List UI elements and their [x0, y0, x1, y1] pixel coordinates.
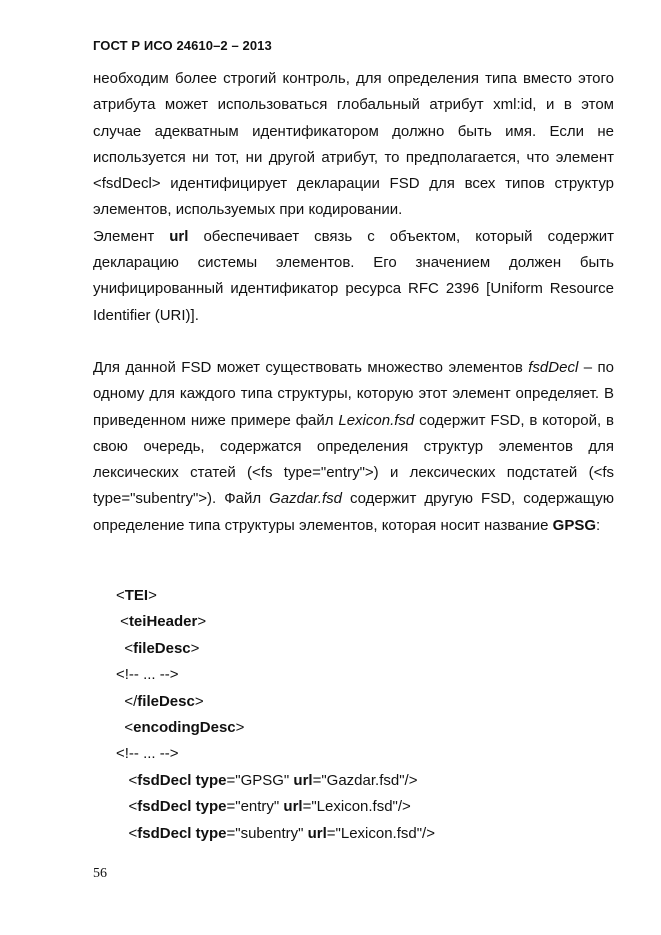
text-span: содержит FSD, в которой, в свою очередь, содержатся определения структур элементов для лексических статей (<fs type="entry">) и лексических подстатей (<fs type="subentry">). Файл: [93, 411, 614, 508]
code-attr: type: [195, 824, 227, 842]
code-line: <teiHeader>: [120, 613, 207, 631]
code-tag: fileDesc: [133, 639, 191, 657]
text-span: :: [596, 516, 601, 534]
code-tag: fileDesc: [137, 692, 195, 710]
term-fsddecl: fsdDecl: [528, 359, 579, 376]
code-tag: fsdDecl: [137, 824, 192, 842]
code-comment: <!-- ... -->: [116, 745, 179, 763]
text-span: содержит другую FSD, содержащую определение типа структуры элементов, которая носит название: [93, 490, 614, 534]
code-attr: url: [293, 771, 313, 789]
code-attr: url: [307, 824, 327, 842]
code-line: <fileDesc>: [124, 639, 200, 657]
code-attr: type: [195, 798, 227, 816]
code-line: <encodingDesc>: [124, 718, 245, 736]
body-section-1: [93, 66, 614, 329]
code-tag: teiHeader: [128, 613, 198, 631]
code-line: </fileDesc>: [124, 692, 204, 710]
paragraph-attribute-note: необходим более строгий контроль, для определения типа вместо этого атрибута может использоваться глобальный атрибут xml:id, и в этом случае адекватным идентификатором должно быть имя. Если не используется ни тот, ни другой атрибут, то предполагается, что элемент <fsdDecl> идентифицирует декларации FSD для всех типов структур элементов, используемых при кодировании.: [93, 70, 614, 219]
page-number: 56: [93, 866, 107, 881]
code-line: <TEI>: [116, 587, 157, 604]
url-text-prefix: Элемент: [93, 227, 170, 245]
document-header: ГОСТ Р ИСО 24610–2 – 2013: [93, 38, 272, 53]
file-name-lexicon: Lexicon.fsd: [338, 411, 415, 429]
code-tag: TEI: [124, 587, 149, 604]
code-line: <fsdDecl type="subentry" url="Lexicon.fsd"/>: [128, 824, 435, 842]
code-line: <fsdDecl type="GPSG" url="Gazdar.fsd"/>: [128, 771, 418, 789]
term-gpsg: GPSG: [552, 516, 597, 534]
paragraph-fsddecl-example: [93, 355, 614, 539]
code-comment: <!-- ... -->: [116, 666, 179, 684]
code-example: [116, 583, 435, 847]
body-section-2: [93, 355, 614, 539]
code-attr: url: [283, 798, 303, 816]
code-tag: fsdDecl: [137, 771, 192, 789]
code-line: <fsdDecl type="entry" url="Lexicon.fsd"/>: [128, 798, 411, 816]
file-name-gazdar: Gazdar.fsd: [269, 490, 342, 508]
code-tag: fsdDecl: [137, 798, 192, 816]
code-tag: encodingDesc: [133, 718, 236, 736]
paragraph-url-element: [93, 224, 614, 329]
code-attr: type: [195, 771, 227, 789]
url-term: url: [169, 227, 189, 245]
text-span: – по одному для каждого типа структуры, которую этот элемент определяет. В приведенном ниже примере файл: [93, 359, 614, 429]
text-span: Для данной FSD может существовать множество элементов: [93, 359, 529, 376]
url-text-suffix: обеспечивает связь с объектом, который содержит декларацию системы элементов. Его значением должен быть унифицированный идентификатор ресурса RFC 2396 [Uniform Resource Identifier (URI)].: [93, 227, 614, 324]
